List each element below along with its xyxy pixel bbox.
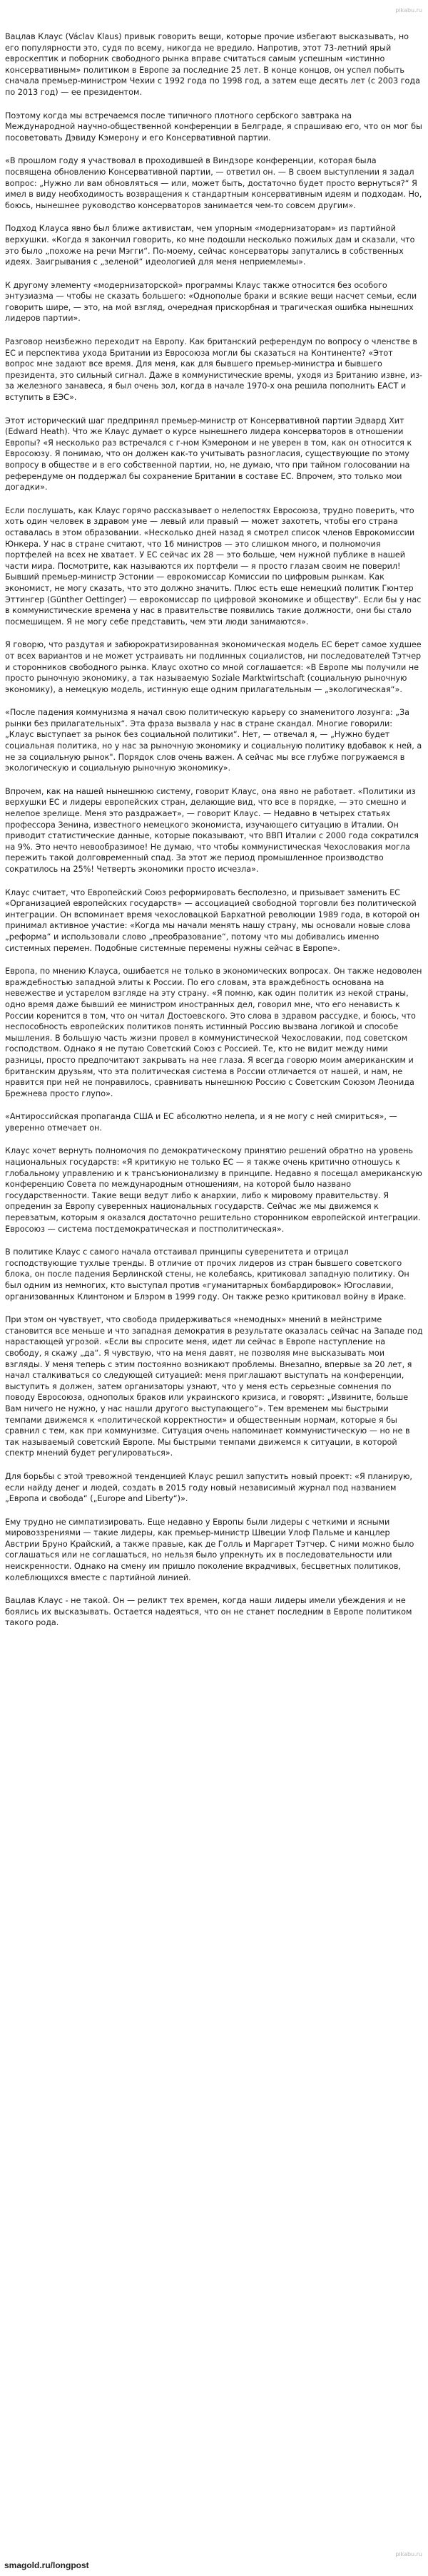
article-paragraph: «После падения коммунизма я начал свою политическую карьеру со знаменитого лозунга: „За рынки без прилагательных“. Эта фраза вызвала у нас в стране скандал. Многие говорили: „Клаус выступает за рынок без социальной политики“. Нет, — отвечал я, — „Нужно будет социальная политика, но у нас за рыночную экономику и социальную политику вдобавок к ней, а не за социальную рынок". Порядок слов очень важен. А сейчас мы все глубже погружаемся в экологическую и социальную рыночную экономику».	[5, 708, 422, 773]
watermark: pikabu.ru	[395, 2551, 422, 2557]
article-paragraph: Вацлав Клаус (Václav Klaus) привык говорить вещи, которые прочие избегают высказывать, но его популярности это, судя по всему, никогда не вредило. Напротив, этот 73-летний ярый евроскептик и поборник свободного рынка вправе считаться самым успешным «истинно консервативным» политиком в Европе за последние 25 лет. В конце концов, он успел побыть сначала премьер-министром Чехии с 1992 года по 1998 год, а затем еще десять лет (с 2003 года по 2013 год) — ее президентом.	[5, 32, 420, 97]
article-paragraph: Я говорю, что раздутая и забюрократизированная экономическая модель ЕС берет самое худшее от всех вариантов и не может устраивать ни подлинных социалистов, ни последователей Тэтчер и сторонников свободного рынка. Клаус охотно со мной соглашается: «В Европе мы получили не просто рыночную экономику, а так называемую Soziale Marktwirtschaft (социальную рыночную экономику), а немецкую модель, истинную еще одним прилагательным — „экологическая“».	[5, 640, 422, 694]
article-paragraph: Поэтому когда мы встречаемся после типичного плотного сербского завтрака на Международной научно-общественной конференции в Белграде, я спрашиваю его, что он мог бы посоветовать Дэвиду Кэмерону и его Консервативной партии.	[5, 110, 422, 143]
article-paragraph: Клаус хочет вернуть полномочия по демократическому принятию решений обратно на уровень национальных государств: «Я критикую не только ЕС — я также очень критично отношусь к глобальному управлению и к трансъюнионализму в принципе. Недавно я посещал американскую конференцию Совета по международным отношениям, на которой было названо государственности. Такие вещи ведут либо к анархии, либо к мировому правительству. Я опреденин за Европу суверенных национальных государств. Сейчас же мы движемся к перевзатым, которым я оказался достаточно решительно сторонником европейской интеграции. Евросоюз — система постдемократическая и постполитическая».	[5, 1146, 422, 1234]
source-link[interactable]: smagold.ru/longpost	[4, 2560, 89, 2570]
article-paragraph: Разговор неизбежно переходит на Европу. Как британский референдум по вопросу о членстве в ЕС и перспектива ухода Британии из Евросоюза могли бы сказаться на Континенте? «Этот вопрос мне задают все время. Для меня, как для бывшего премьер-министра и бывшего президента, это сильный сигнал. Даже в коммунистические времы, уходя из Британию извне, из-за железного занавеса, я был очень зол, когда в начале 1970-х она решила пополнить ЕАСТ и вступить в ЕЭС».	[5, 337, 423, 403]
article-paragraph: Подход Клауса явно был ближе активистам, чем упорным «модернизаторам» из партийной верхушки. «Когда я закончил говорить, ко мне подошли несколько пожилых дам и сказали, что это было „похоже на речи Мэгги“. По-моему, сейчас консерваторы запутались в собственных идеях. Заигрывания с „зеленой“ идеологией для меня неприемлемы».	[5, 224, 415, 267]
article-paragraph: Европа, по мнению Клауса, ошибается не только в экономических вопросах. Он также недоволен враждебностью западной элиты к России. По его словам, эта враждебность основана на невежестве и устарелом взгляде на эту страну. «Я помню, как один политик из некой страны, одно время даже бывший ее министром иностранных дел, говорил мне, что его ненависть к России коренится в том, что он читал Достоевского. Это слова в здравом рассудке, и боюсь, что неспособность европейских политиков понять истинный Россию вызвана логикой и способе мышления. В большую часть жизни провел в коммунистической Чехословакии, под советском господством. Однако я не путаю Советский Союз с Россией. Те, кто не видит между ними разницы, просто предпочитают закрывать на нее глаза. Я всегда говорю моим американским и британским друзьям, что эта политическая система в России отличается от нашей, и нам, не нравится при ней не понравилось, сравнивать нынешнюю Россию с Советским Союзом Леонида Брежнева просто глупо».	[5, 967, 422, 1098]
article-paragraph: Вацлав Клаус - не такой. Он — реликт тех времен, когда наши лидеры имели убеждения и не боялись их высказывать. Остается надеяться, что он не станет последним в Европе политиком такого рода.	[5, 1596, 412, 1628]
article-body	[0, 31, 428, 2545]
article-paragraph: «В прошлом году я участвовал в проходившей в Виндзоре конференции, которая была посвящена обновлению Консервативной партии, — ответил он. — В своем выступлении я задал вопрос: „Нужно ли вам обновляться — или, может быть, достаточно будет просто вернуться?“ Я имел в виду необходимость возвращения к стандартным консервативным идеям и подходам. Но, боюсь, нынешнее руководство консерваторов занимается чем-то совсем другим».	[5, 156, 422, 210]
article-paragraph: При этом он чувствует, что свобода придерживаться «немодных» мнений в мейнстриме становится все меньше и что западная демократия в результате оказалась сейчас на Западе под нарастающей угрозой. «Если вы спросите меня, идет ли сейчас в Европе наступление на свободу, я скажу „да“. Я чувствую, что на меня давят, не позволяя мне высказывать мои взгляды. У меня теперь с этим постоянно возникают проблемы. Внезапно, впервые за 20 лет, я начал сталкиваться со следующей ситуацией: меня приглашают выступать на конференции, выступить я должен, затем организаторы узнают, что у меня есть серьезные сомнения по поводу Евросоюза, однополых браков или украинского кризиса, и говорят: „Извините, больше Вам ничего не нужно, у нас нашли другого выступающего“». Тем временем мы быстрыми темпами движемся к «политической корректности» и общественным нормам, которые я бы сравнил с тем, как при коммунизме. Ситуация очень напоминает коммунистическую — но не в так называемый советский Европе. Мы быстрыми темпами движемся к ситуации, в которой спектр мнений будет регулироваться».	[5, 1315, 423, 1458]
article-paragraph: «Антироссийская пропаганда США и ЕС абсолютно нелепа, и я не могу с ней смириться», — уверенно отмечает он.	[5, 1112, 397, 1133]
site-logo: pikabu.ru	[395, 7, 422, 14]
article-paragraph: В политике Клаус с самого начала отстаивал принципы суверенитета и отрицал господствующие тухлые тренды. В отличие от прочих лидеров из стран бывшего советского блока, он после падения Берлинской стены, не колебаясь, критиковал западную политику. Он был одним из немногих, кто выступал против «гуманитарных бомбардировок» Югославии, организованных Клинтоном и Блэром в 1999 году. Он также резко критиковал войну в Ираке.	[5, 1247, 409, 1302]
article-paragraph: Если послушать, как Клаус горячо рассказывает о нелепостях Евросоюза, трудно поверить, что хоть один человек в здравом уме — левый или правый — может захотеть, чтобы его страна оставалась в этом образовании. «Несколько дней назад я смотрел список членов Еврокомиссии Юнкера. У нас в стране считают, что 16 министров — это слишком много, и полномочия портфелей на всех не хватает. У ЕС сейчас их 28 — это больше, чем нужной публике в нашей части мира. Посмотрите, как называются их портфели — я просто глазам своим не поверил! Бывший премьер-министр Эстонии — еврокомиссар Комиссии по цифровым рынкам. Как экономист, не могу сказать, что это должно значить. Плюс есть еще немецкий политик Гюнтер Эттингер (Günther Oettinger) — еврокомиссар по цифровой экономике и обществу". Если бы у нас в коммунистические времена у нас в правительстве появились такие должности, они бы стало посмешищем. Я не могу себе представить, чем эти люди занимаются».	[5, 505, 422, 627]
article-paragraph: Для борьбы с этой тревожной тенденцией Клаус решил запустить новый проект: «Я планирую, если найду денег и людей, создать в 2015 году новый независимый журнал под названием „Европа и свобода“ („Europe and Liberty“)».	[5, 1471, 412, 1504]
article-paragraph: К другому элементу «модернизаторской» программы Клаус также относится без особого энтузиазма — чтобы не сказать большего: «Однополые браки и всякие вещи насчет семьи, если говорить шире, — это, на мой взгляд, очередная прискорбная и трагическая ошибка нынешних лидеров партии».	[5, 280, 417, 324]
article-paragraph: Этот исторический шаг предпринял премьер-министр от Консервативной партии Эдвард Хит (Edward Heath). Что же Клаус думает о курсе нынешнего лидера консерваторов в отношении Европы? «Я несколько раз встречался с г-ном Кэмероном и не уверен в том, как он относится к Евросоюзу. Я понимаю, что он должен как-то учитывать разногласия, существующие по этому вопросу в обществе и в его собственной партии, но, не думаю, что при тайном голосовании на референдуме он поддержал бы сохранение Британии в составе ЕС. Впрочем, это только мои догадки».	[5, 416, 412, 493]
article-paragraph: Клаус считает, что Европейский Союз реформировать бесполезно, и призывает заменить ЕС «Организацией европейских государств» — ассоциацией свободной торговли без политической интеграции. Он вспоминает время чехословацкой Бархатной революции 1989 года, в которой он принимал активное участие: «Когда мы начали менять нашу страну, мы основали новые слова „реформа“ и использовали слово „преобразование“, потому что мы добивались именно системных перемен. Подобные системные перемены нужны сейчас в Европе».	[5, 887, 420, 953]
article-paragraph: Ему трудно не симпатизировать. Еще недавно у Европы были лидеры с четкими и ясными мировоззрениями — такие лидеры, как премьер-министр Швеции Улоф Пальме и канцлер Австрии Бруно Крайский, а также правые, как де Голль и Маргарет Тэтчер. С ними можно было соглашаться или не соглашаться, но нельзя было упрекнуть их в последовательности или неискренности. Однако на смену им пришло поколение вкрадчивых, бесцветных политиков, колеблющихся вместе с партийной линией.	[5, 1517, 414, 1582]
article-paragraph: Впрочем, как на нашей нынешнюю систему, говорит Клаус, она явно не работает. «Политики из верхушки ЕС и лидеры европейских стран, делающие вид, что все в порядке, — это смешно и нелепое зрелище. Меня это раздражает», — говорит Клаус. — Недавно в четырех статьях профессора Зенина, известного немецкого экономиста, изучающего ситуацию в Италии. Он приводит статистические данные, которые показывают, что ВВП Италии с 2000 года сократился на 9%. Это нечто невообразимое! Не думаю, что чтобы коммунистическая Чехословакия могла пережить такой долговременный спад. За этот же период промышленное производство сократилось на 25%! Четверть экономики просто исчезла».	[5, 786, 419, 874]
